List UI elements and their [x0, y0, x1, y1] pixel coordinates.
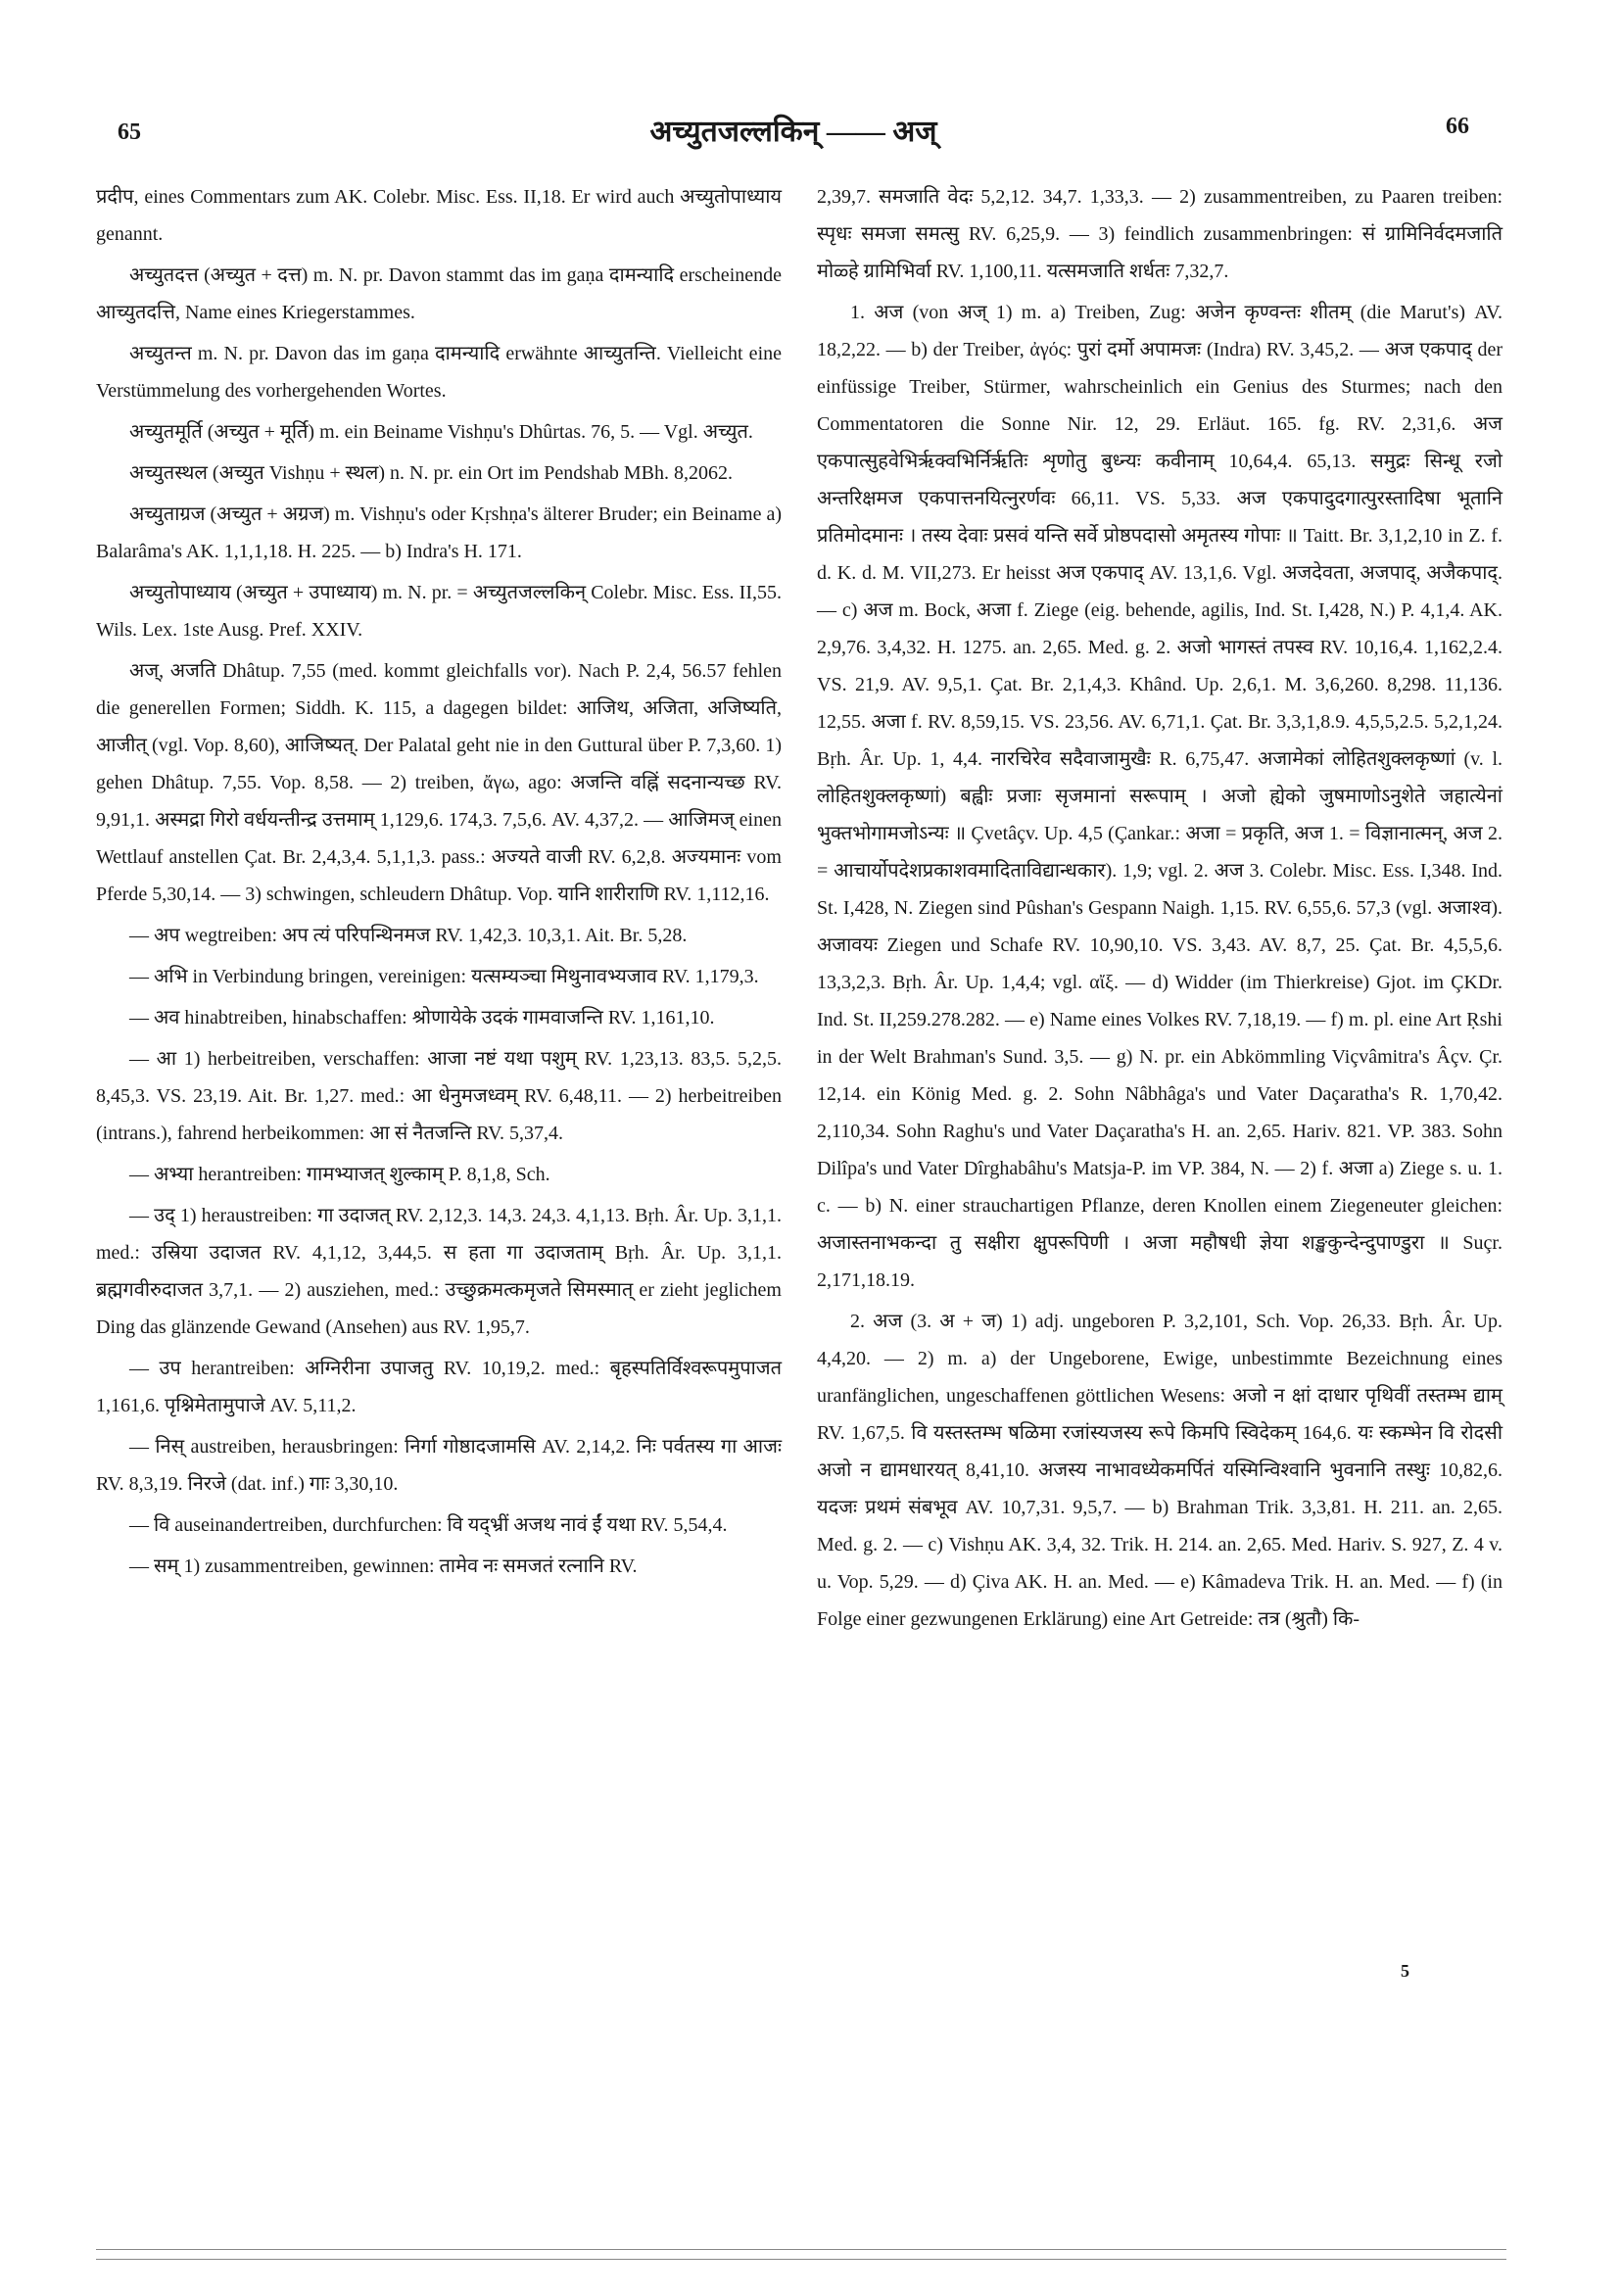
entry-paragraph: — अभि in Verbindung bringen, vereinigen: यत्सम्यञ्चा मिथुनावभ्यजाव RV. 1,179,3.	[129, 966, 759, 987]
entry-paragraph: अच्युताग्रज (अच्युत + अग्रज) m. Vishṇu's oder Kṛshṇa's älterer Bruder; ein Beiname a) Balarâma's AK. 1,1,1,18. H. 225. — b) Indra's H. 171.	[96, 503, 782, 562]
entry-paragraph: अच्युतमूर्ति (अच्युत + मूर्ति) m. ein Beiname Vishṇu's Dhûrtas. 76, 5. — Vgl. अच्युत.	[129, 421, 753, 443]
entry-paragraph: — अभ्या herantreiben: गामभ्याजत् शुल्काम् P. 8,1,8, Sch.	[129, 1164, 550, 1185]
entry-paragraph: 2,39,7. समजाति वेदः 5,2,12. 34,7. 1,33,3. — 2) zusammentreiben, zu Paaren treiben: स्पृधः समजा समत्सु RV. 6,25,9. — 3) feindlich zusammenbringen: सं ग्रामिनिर्वदमजाति मोळ्हे ग्रामिभिर्वा RV. 1,100,11. यत्समजाति शर्धतः 7,32,7.	[817, 186, 1503, 282]
entry-paragraph: — अव hinabtreiben, hinabschaffen: श्रोणायेके उदकं गामवाजन्ति RV. 1,161,10.	[129, 1007, 715, 1028]
entry-paragraph: — निस् austreiben, herausbringen: निर्गा गोष्ठादजामसि AV. 2,14,2. निः पर्वतस्य गा आजः RV. 8,3,19. निरजे (dat. inf.) गाः 3,30,10.	[96, 1436, 782, 1495]
entry-paragraph: — अप wegtreiben: अप त्यं परिपन्थिनमज RV. 1,42,3. 10,3,1. Ait. Br. 5,28.	[129, 925, 688, 946]
entry-paragraph: अच्युतदत्त (अच्युत + दत्त) m. N. pr. Davon stammt das im gaṇa दामन्यादि erscheinende आच्युतदत्ति, Name eines Kriegerstammes.	[96, 264, 782, 323]
right-column	[817, 178, 1503, 1638]
entry-paragraph: अज्, अजति Dhâtup. 7,55 (med. kommt gleichfalls vor). Nach P. 2,4, 56.57 fehlen die generellen Formen; Siddh. K. 115, a dagegen bildet: आजिथ, अजिता, अजिष्यति, आजीत् (vgl. Vop. 8,60), आजिष्यत्. Der Palatal geht nie in den Guttural über P. 7,3,60. 1) gehen Dhâtup. 7,55. Vop. 8,58. — 2) treiben, ἄγω, ago: अजन्ति वह्निं सदनान्यच्छ RV. 9,91,1. अस्मद्रा गिरो वर्धयन्तीन्द्र उत्तमाम् 1,129,6. 174,3. 7,5,6. AV. 4,37,2. — आजिमज् einen Wettlauf anstellen Çat. Br. 2,4,3,4. 5,1,1,3. pass.: अज्यते वाजी RV. 6,2,8. अज्यमानः vom Pferde 5,30,14. — 3) schwingen, schleudern Dhâtup. Vop. यानि शारीराणि RV. 1,112,16.	[96, 660, 782, 905]
entry-paragraph: अच्युतोपाध्याय (अच्युत + उपाध्याय) m. N. pr. = अच्युतजल्लकिन् Colebr. Misc. Ess. II,55. Wils. Lex. 1ste Ausg. Pref. XXIV.	[96, 582, 782, 641]
left-column	[96, 178, 782, 1585]
entry-paragraph: अच्युतन्त m. N. pr. Davon das im gaṇa दामन्यादि erwähnte आच्युतन्ति. Vielleicht eine Verstümmelung des vorhergehenden Wortes.	[96, 343, 782, 402]
entry-paragraph: — उद् 1) heraustreiben: गा उदाजत् RV. 2,12,3. 14,3. 24,3. 4,1,13. Bṛh. Âr. Up. 3,1,1. med.: उस्रिया उदाजत RV. 4,1,12, 3,44,5. स हता गा उदाजताम् Bṛh. Âr. Up. 3,1,1. ब्रह्मगवीरुदाजत 3,7,1. — 2) ausziehen, med.: उच्छुक्रमत्कमृजते सिमस्मात् er zieht jeglichem Ding das glänzende Gewand (Ansehen) aus RV. 1,95,7.	[96, 1205, 782, 1338]
entry-paragraph: प्रदीप, eines Commentars zum AK. Colebr. Misc. Ess. II,18. Er wird auch अच्युतोपाध्याय genannt.	[96, 186, 782, 245]
entry-paragraph: — उप herantreiben: अग्निरीना उपाजतु RV. 10,19,2. med.: बृहस्पतिर्विश्वरूपमुपाजत 1,161,6. पृश्निमेतामुपाजे AV. 5,11,2.	[96, 1358, 782, 1416]
entry-paragraph: 1. अज (von अज् 1) m. a) Treiben, Zug: अजेन कृण्वन्तः शीतम् (die Marut's) AV. 18,2,22. — b) der Treiber, ἀγός: पुरां दर्मो अपामजः (Indra) RV. 3,45,2. — अज एकपाद् der einfüssige Treiber, Stürmer, wahrscheinlich ein Genius des Sturmes; nach den Commentatoren die Sonne Nir. 12, 29. Erläut. 165. fg. RV. 2,31,6. अज एकपात्सुहवेभिर्ऋक्वभिर्निर्ऋतिः शृणोतु बुध्न्यः कवीनाम् 10,64,4. 65,13. समुद्रः सिन्धू रजो अन्तरिक्षमज एकपात्तनयित्नुरर्णवः 66,11. VS. 5,33. अज एकपादुदगात्पुरस्तादिषा भूतानि प्रतिमोदमानः । तस्य देवाः प्रसवं यन्ति सर्वे प्रोष्ठपदासो अमृतस्य गोपाः ॥ Taitt. Br. 3,1,2,10 in Z. f. d. K. d. M. VII,273. Er heisst अज एकपाद् AV. 13,1,6. Vgl. अजदेवता, अजपाद्, अजैकपाद्. — c) अज m. Bock, अजा f. Ziege (eig. behende, agilis, Ind. St. I,428, N.) P. 4,1,4. AK. 2,9,76. 3,4,32. H. 1275. an. 2,65. Med. g. 2. अजो भागस्तं तपस्व RV. 10,16,4. 1,162,2.4. VS. 21,9. AV. 9,5,1. Çat. Br. 2,1,4,3. Khând. Up. 2,6,1. M. 3,6,260. 8,298. 11,136. 12,55. अजा f. RV. 8,59,15. VS. 23,56. AV. 6,71,1. Çat. Br. 3,3,1,8.9. 4,5,5,2.5. 5,2,1,24. Bṛh. Âr. Up. 1, 4,4. नारचिरेव सदैवाजामुखैः R. 6,75,47. अजामेकां लोहितशुक्लकृष्णां (v. l. लोहितशुक्लकृष्णां) बह्वीः प्रजाः सृजमानां सरूपाम् । अजो ह्येको जुषमाणोऽनुशेते जहात्येनां भुक्तभोगामजोऽन्यः ॥ Çvetâçv. Up. 4,5 (Çankar.: अजा = प्रकृति, अज 1. = विज्ञानात्मन्, अज 2. = आचार्योपदेशप्रकाशवमादिताविद्यान्धकार). 1,9; vgl. 2. अज 3. Colebr. Misc. Ess. I,348. Ind. St. I,428, N. Ziegen sind Pûshan's Gespann Naigh. 1,15. RV. 6,55,6. 57,3 (vgl. अजाश्व). अजावयः Ziegen und Schafe RV. 10,90,10. VS. 3,43. AV. 8,7, 25. Çat. Br. 4,5,5,6. 13,3,2,3. Bṛh. Âr. Up. 1,4,4; vgl. αἴξ. — d) Widder (im Thierkreise) Gjot. im ÇKDr. Ind. St. II,259.278.282. — e) Name eines Volkes RV. 7,18,19. — f) m. pl. eine Art Ṛshi in der Welt Brahman's Sund. 3,5. — g) N. pr. ein Abkömmling Viçvâmitra's Âçv. Çr. 12,14. ein König Med. g. 2. Sohn Nâbhâga's und Vater Daçaratha's R. 1,70,42. 2,110,34. Sohn Raghu's und Vater Daçaratha's H. an. 2,65. Hariv. 821. VP. 383. Sohn Dilîpa's und Vater Dîrghabâhu's Matsja-P. im VP. 384, N. — 2) f. अजा a) Ziege s. u. 1. c. — b) N. einer strauchartigen Pflanze, deren Knollen einem Ziegeneuter gleichen: अजास्तनाभकन्दा तु सक्षीरा क्षुपरूपिणी । अजा महौषधी ज्ञेया शङ्खकुन्देन्दुपाण्डुरा ॥ Suçr. 2,171,18.19.	[817, 302, 1503, 1291]
signature-mark: 5	[1401, 1961, 1409, 1981]
entry-paragraph: — सम् 1) zusammentreiben, gewinnen: तामेव नः समजतं रत्नानि RV.	[129, 1555, 638, 1577]
entry-paragraph: — वि auseinandertreiben, durchfurchen: वि यद्भ्रीं अजथ नावं ईं यथा RV. 5,54,4.	[129, 1514, 728, 1536]
entry-paragraph: 2. अज (3. अ + ज) 1) adj. ungeboren P. 3,2,101, Sch. Vop. 26,33. Bṛh. Âr. Up. 4,4,20. — 2) m. a) der Ungeborene, Ewige, unbestimmte Bezeichnung eines uranfänglichen, ungeschaffenen göttlichen Wesens: अजो न क्षां दाधार पृथिवीं तस्तम्भ द्याम् RV. 1,67,5. वि यस्तस्तम्भ षळिमा रजांस्यजस्य रूपे किमपि स्विदेकम् 164,6. यः स्कम्भेन वि रोदसी अजो न द्यामधारयत् 8,41,10. अजस्य नाभावध्येकमर्पितं यस्मिन्विश्वानि भुवनानि तस्थुः 10,82,6. यदजः प्रथमं संबभूव AV. 10,7,31. 9,5,7. — b) Brahman Trik. 3,3,81. H. 211. an. 2,65. Med. g. 2. — c) Vishṇu AK. 3,4, 32. Trik. H. 214. an. 2,65. Med. Hariv. S. 927, Z. 4 v. u. Vop. 5,29. — d) Çiva AK. H. an. Med. — e) Kâmadeva Trik. H. an. Med. — f) (in Folge einer gezwungenen Erklärung) eine Art Getreide: तत्र (श्रुतौ) कि-	[817, 1311, 1503, 1630]
entry-paragraph: — आ 1) herbeitreiben, verschaffen: आजा नष्टं यथा पशुम् RV. 1,23,13. 83,5. 5,2,5. 8,45,3. VS. 23,19. Ait. Br. 1,27. med.: आ धेनुमजध्वम् RV. 6,48,11. — 2) herbeitreiben (intrans.), fahrend herbeikommen: आ सं नैतजन्ति RV. 5,37,4.	[96, 1048, 782, 1144]
entry-paragraph: अच्युतस्थल (अच्युत Vishṇu + स्थल) n. N. pr. ein Ort im Pendshab MBh. 8,2062.	[129, 462, 734, 484]
page-number-right: 66	[1446, 114, 1469, 139]
running-headword: अच्युतजल्लकिन् —— अज्	[649, 116, 937, 148]
bottom-rule	[96, 2259, 1506, 2260]
page-number-left: 65	[118, 120, 141, 145]
bottom-rule	[96, 2249, 1506, 2250]
page-header	[118, 110, 1469, 168]
